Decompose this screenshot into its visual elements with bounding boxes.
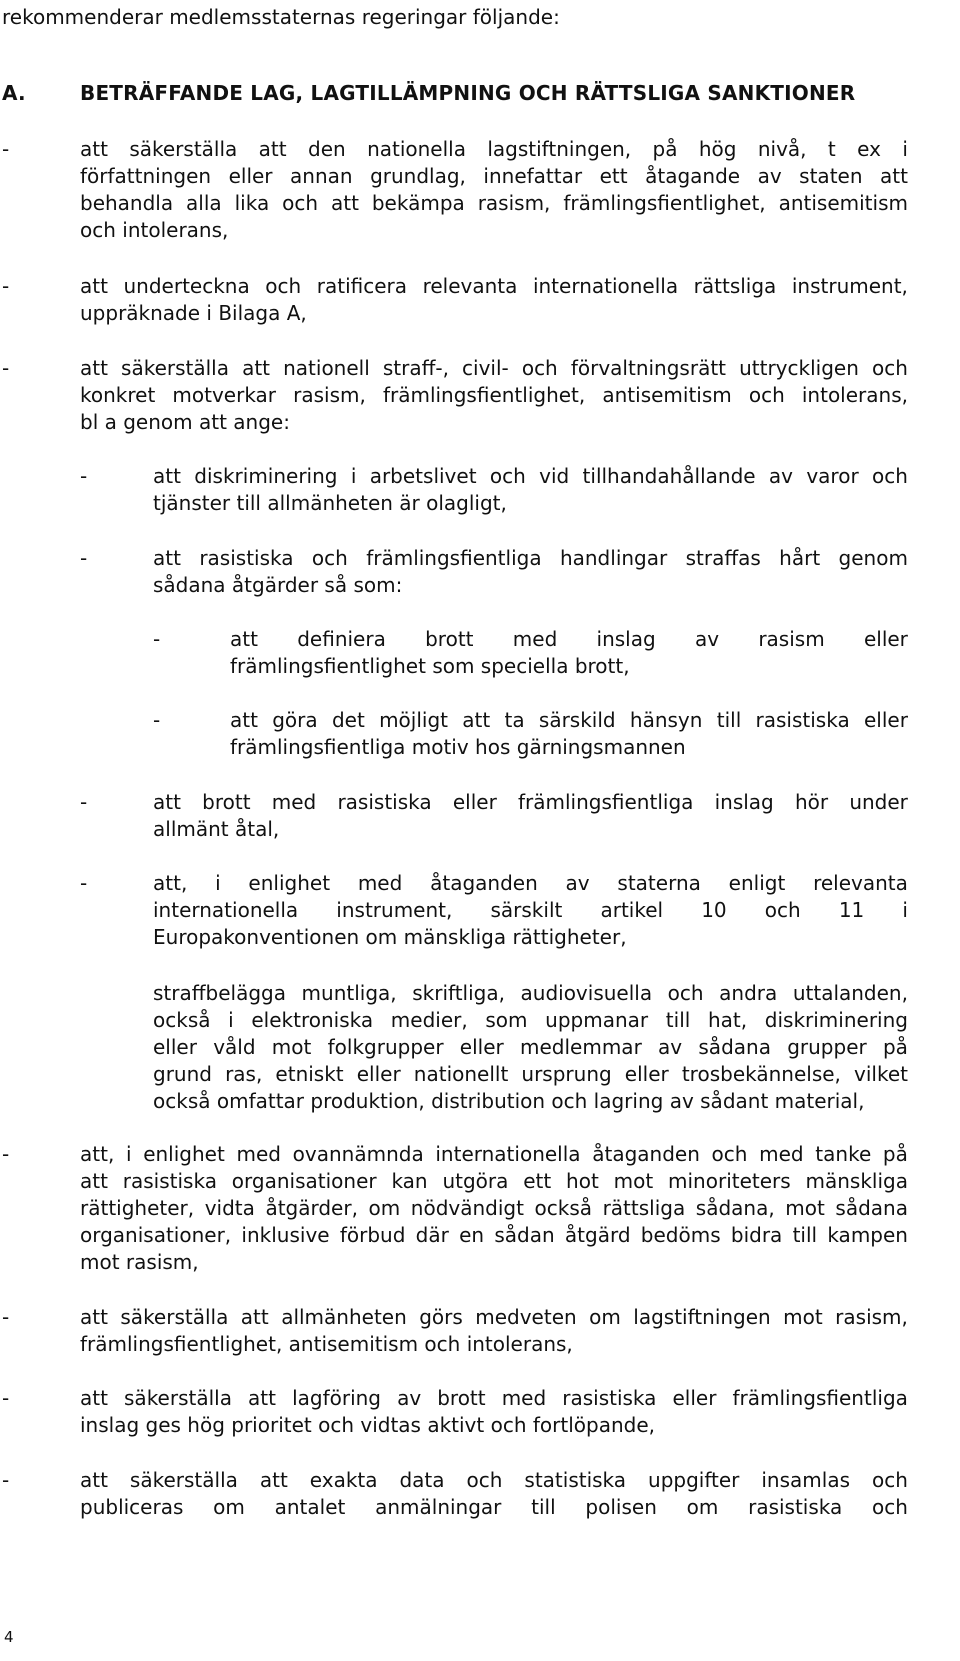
- paragraph-line-p3b2: att göra det möjligt att ta särskild hänsyn till rasistiska eller: [230, 708, 908, 732]
- paragraph-line-p6: att säkerställa att lagföring av brott med rasistiska eller främlingsfientliga: [80, 1386, 908, 1410]
- list-dash: -: [2, 1142, 10, 1166]
- list-dash: -: [2, 1305, 10, 1329]
- paragraph-line-p6: inslag ges hög prioritet och vidtas aktivt och fortlöpande,: [80, 1413, 655, 1437]
- paragraph-line-p3d_cont: grund ras, etniskt eller nationellt ursprung eller trosbekännelse, vilket: [153, 1062, 908, 1086]
- paragraph-line-p3d_cont: eller våld mot folkgrupper eller medlemmar av sådana grupper på: [153, 1035, 908, 1059]
- paragraph-line-p3c: att brott med rasistiska eller främlingsfientliga inslag hör under: [153, 790, 908, 814]
- list-dash: -: [80, 464, 88, 488]
- list-dash: -: [153, 708, 161, 732]
- paragraph-line-p1: att säkerställa att den nationella lagstiftningen, på hög nivå, t ex i: [80, 137, 908, 161]
- paragraph-line-p1: och intolerans,: [80, 218, 229, 242]
- paragraph-line-p2: uppräknade i Bilaga A,: [80, 301, 307, 325]
- list-dash: -: [2, 137, 10, 161]
- paragraph-line-p4: organisationer, inklusive förbud där en sådan åtgärd bedöms bidra till kampen: [80, 1223, 908, 1247]
- paragraph-line-p3a: att diskriminering i arbetslivet och vid tillhandahållande av varor och: [153, 464, 908, 488]
- paragraph-line-p7: publiceras om antalet anmälningar till polisen om rasistiska och: [80, 1495, 908, 1519]
- list-dash: -: [2, 356, 10, 380]
- paragraph-line-p4: rättigheter, vidta åtgärder, om nödvändigt också rättsliga sådana, mot sådana: [80, 1196, 908, 1220]
- paragraph-line-p4: mot rasism,: [80, 1250, 199, 1274]
- paragraph-line-p3b2: främlingsfientliga motiv hos gärningsmannen: [230, 735, 686, 759]
- section-label: A.: [2, 81, 26, 105]
- paragraph-line-p3d: internationella instrument, särskilt artikel 10 och 11 i: [153, 898, 908, 922]
- list-dash: -: [2, 274, 10, 298]
- paragraph-line-p7: att säkerställa att exakta data och statistiska uppgifter insamlas och: [80, 1468, 908, 1492]
- list-dash: -: [80, 871, 88, 895]
- paragraph-line-p3d: Europakonventionen om mänskliga rättigheter,: [153, 925, 627, 949]
- paragraph-line-p3: konkret motverkar rasism, främlingsfientlighet, antisemitism och intolerans,: [80, 383, 908, 407]
- paragraph-line-p3d_cont: också i elektroniska medier, som uppmanar till hat, diskriminering: [153, 1008, 908, 1032]
- paragraph-line-p3b1: att definiera brott med inslag av rasism eller: [230, 627, 908, 651]
- paragraph-line-p3c: allmänt åtal,: [153, 817, 280, 841]
- paragraph-line-p3a: tjänster till allmänheten är olagligt,: [153, 491, 507, 515]
- page-number: 4: [4, 1628, 14, 1646]
- paragraph-line-p3: att säkerställa att nationell straff-, civil- och förvaltningsrätt uttryckligen och: [80, 356, 908, 380]
- paragraph-line-p3d_cont: straffbelägga muntliga, skriftliga, audiovisuella och andra uttalanden,: [153, 981, 908, 1005]
- paragraph-line-p1: behandla alla lika och att bekämpa rasism, främlingsfientlighet, antisemitism: [80, 191, 908, 215]
- paragraph-line-p3d_cont: också omfattar produktion, distribution och lagring av sådant material,: [153, 1089, 865, 1113]
- paragraph-line-p5: främlingsfientlighet, antisemitism och intolerans,: [80, 1332, 573, 1356]
- paragraph-line-p3b1: främlingsfientlighet som speciella brott,: [230, 654, 630, 678]
- paragraph-line-p4: att rasistiska organisationer kan utgöra ett hot mot minoriteters mänskliga: [80, 1169, 908, 1193]
- paragraph-line-p5: att säkerställa att allmänheten görs medveten om lagstiftningen mot rasism,: [80, 1305, 908, 1329]
- paragraph-line-p1: författningen eller annan grundlag, innefattar ett åtagande av staten att: [80, 164, 908, 188]
- intro-line: rekommenderar medlemsstaternas regeringar följande:: [2, 5, 560, 29]
- list-dash: -: [80, 546, 88, 570]
- paragraph-line-p3b: sådana åtgärder så som:: [153, 573, 403, 597]
- paragraph-line-p4: att, i enlighet med ovannämnda internationella åtaganden och med tanke på: [80, 1142, 908, 1166]
- section-heading: BETRÄFFANDE LAG, LAGTILLÄMPNING OCH RÄTTSLIGA SANKTIONER: [80, 81, 856, 105]
- list-dash: -: [153, 627, 161, 651]
- list-dash: -: [2, 1386, 10, 1410]
- list-dash: -: [80, 790, 88, 814]
- paragraph-line-p2: att underteckna och ratificera relevanta internationella rättsliga instrument,: [80, 274, 908, 298]
- paragraph-line-p3: bl a genom att ange:: [80, 410, 290, 434]
- paragraph-line-p3b: att rasistiska och främlingsfientliga handlingar straffas hårt genom: [153, 546, 908, 570]
- paragraph-line-p3d: att, i enlighet med åtaganden av staterna enligt relevanta: [153, 871, 908, 895]
- list-dash: -: [2, 1468, 10, 1492]
